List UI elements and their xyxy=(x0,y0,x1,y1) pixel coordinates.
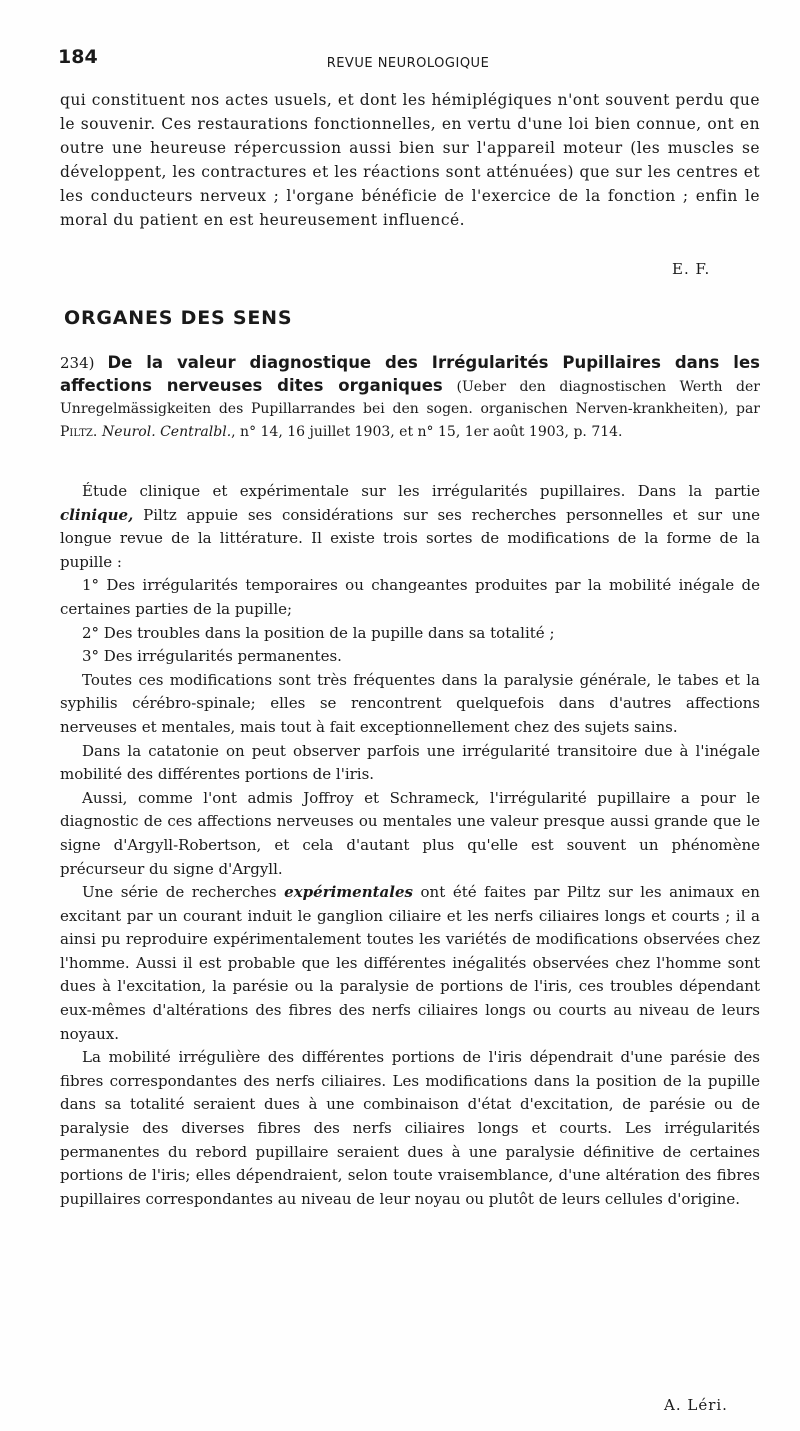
body-p5-text-b: ont été faites par Piltz sur les animaux en excitant par un courant induit le ganglion ciliaire et les nerfs ciliaires longs et courts ; il a ainsi pu reproduire expérimentalement toutes les variétés de modifications observées chez l'homme. Aussi il est probable que les différentes inégalités observées chez l'homme sont dues à l'excitation, la parésie ou la paralysie de portions de l'iris, ces troubles dépendant eux-mêmes d'altérations des fibres des nerfs ciliaires longs ou courts au niveau de leurs noyaux. xyxy=(60,883,760,1043)
body-paragraph-2: Toutes ces modifications sont très fréquentes dans la paralysie générale, le tabes et la syphilis cérébro-spinale; elles se rencontrent quelquefois dans d'autres affections nerveuses et mentales, mais tout à fait exceptionnellement chez des sujets sains. xyxy=(60,670,760,736)
article-heading xyxy=(60,352,760,443)
intro-paragraph-block xyxy=(60,88,760,232)
page-number: 184 xyxy=(58,46,98,68)
body-paragraph-3: Dans la catatonie on peut observer parfois une irrégularité transitoire due à l'inégale mobilité des différentes portions de l'iris. xyxy=(60,741,760,784)
article-citation-post: , n° 14, 16 juillet 1903, et n° 15, 1er août 1903, p. 714. xyxy=(231,423,623,440)
body-p5-text-a: Une série de recherches xyxy=(82,883,277,902)
body-paragraph-6: La mobilité irrégulière des différentes portions de l'iris dépendrait d'une parésie des fibres correspondantes des nerfs ciliaires. Les modifications dans la position de la pupille dans sa totalité seraient dues à une combinaison d'état d'excitation, de parésie ou de paralysie des diverses fibres des nerfs ciliaires longs et courts. Les irrégularités permanentes du rebord pupillaire seraient dues à une paralysie définitive de certaines portions de l'iris; elles dépendraient, selon toute vraisemblance, d'une altération des fibres pupillaires correspondantes au niveau de leur noyau ou plutôt de leurs cellules d'origine. xyxy=(60,1048,760,1208)
article-body xyxy=(60,480,760,1211)
list-item-2: 2° Des troubles dans la position de la pupille dans sa totalité ; xyxy=(82,623,555,642)
body-p1-text-b: Piltz appuie ses considérations sur ses recherches personnelles et sur une longue revue de la littérature. Il existe trois sortes de modifications de la forme de la pupille : xyxy=(60,505,760,571)
list-item-1: 1° Des irrégularités temporaires ou changeantes produites par la mobilité inégale de certaines parties de la pupille; xyxy=(60,576,760,618)
body-paragraph-1 xyxy=(60,480,760,574)
body-paragraph-4: Aussi, comme l'ont admis Joffroy et Schrameck, l'irrégularité pupillaire a pour le diagnostic de ces affections nerveuses ou mentales une valeur presque aussi grande que le signe d'Argyll-Robertson, et cela d'autant plus qu'elle est souvent un phénomène précurseur du signe d'Argyll. xyxy=(60,788,760,878)
body-p1-emphasis: clinique, xyxy=(60,505,134,524)
article-citation-pre: (Ueber den diagnostischen Werth der Unregelmässigkeiten des Pupillarrandes bei den sogen. organischen Nerven-krankheiten), par xyxy=(60,378,760,417)
article-journal: Neurol. Centralbl. xyxy=(102,423,232,440)
list-item-3: 3° Des irrégularités permanentes. xyxy=(82,647,342,666)
page-header xyxy=(58,46,758,76)
intro-signature: E. F. xyxy=(672,260,711,278)
body-paragraph-5 xyxy=(60,881,760,1046)
running-head: REVUE NEUROLOGIQUE xyxy=(326,56,490,71)
intro-paragraph: qui constituent nos actes usuels, et dont les hémiplégiques n'ont souvent perdu que le souvenir. Ces restaurations fonctionnelles, en vertu d'une loi bien connue, ont en outre une heureuse répercussion aussi bien sur l'appareil moteur (les muscles se développent, les contractures et les réactions sont atténuées) que sur les centres et les conducteurs nerveux ; l'organe bénéficie de l'exercice de la fonction ; enfin le moral du patient en est heureusement influencé. xyxy=(60,91,760,229)
article-signature: A. Léri. xyxy=(664,1396,728,1414)
body-p1-text-a: Étude clinique et expérimentale sur les irrégularités pupillaires. Dans la partie xyxy=(82,482,760,500)
section-title: ORGANES DES SENS xyxy=(64,307,293,329)
article-number: 234) xyxy=(60,354,95,372)
body-p5-emphasis: expérimentales xyxy=(284,883,413,902)
article-author: Piltz. xyxy=(60,423,98,440)
article-title: De la valeur diagnostique des Irrégularités Pupillaires dans les affections nerveuses dites organiques xyxy=(60,353,760,395)
